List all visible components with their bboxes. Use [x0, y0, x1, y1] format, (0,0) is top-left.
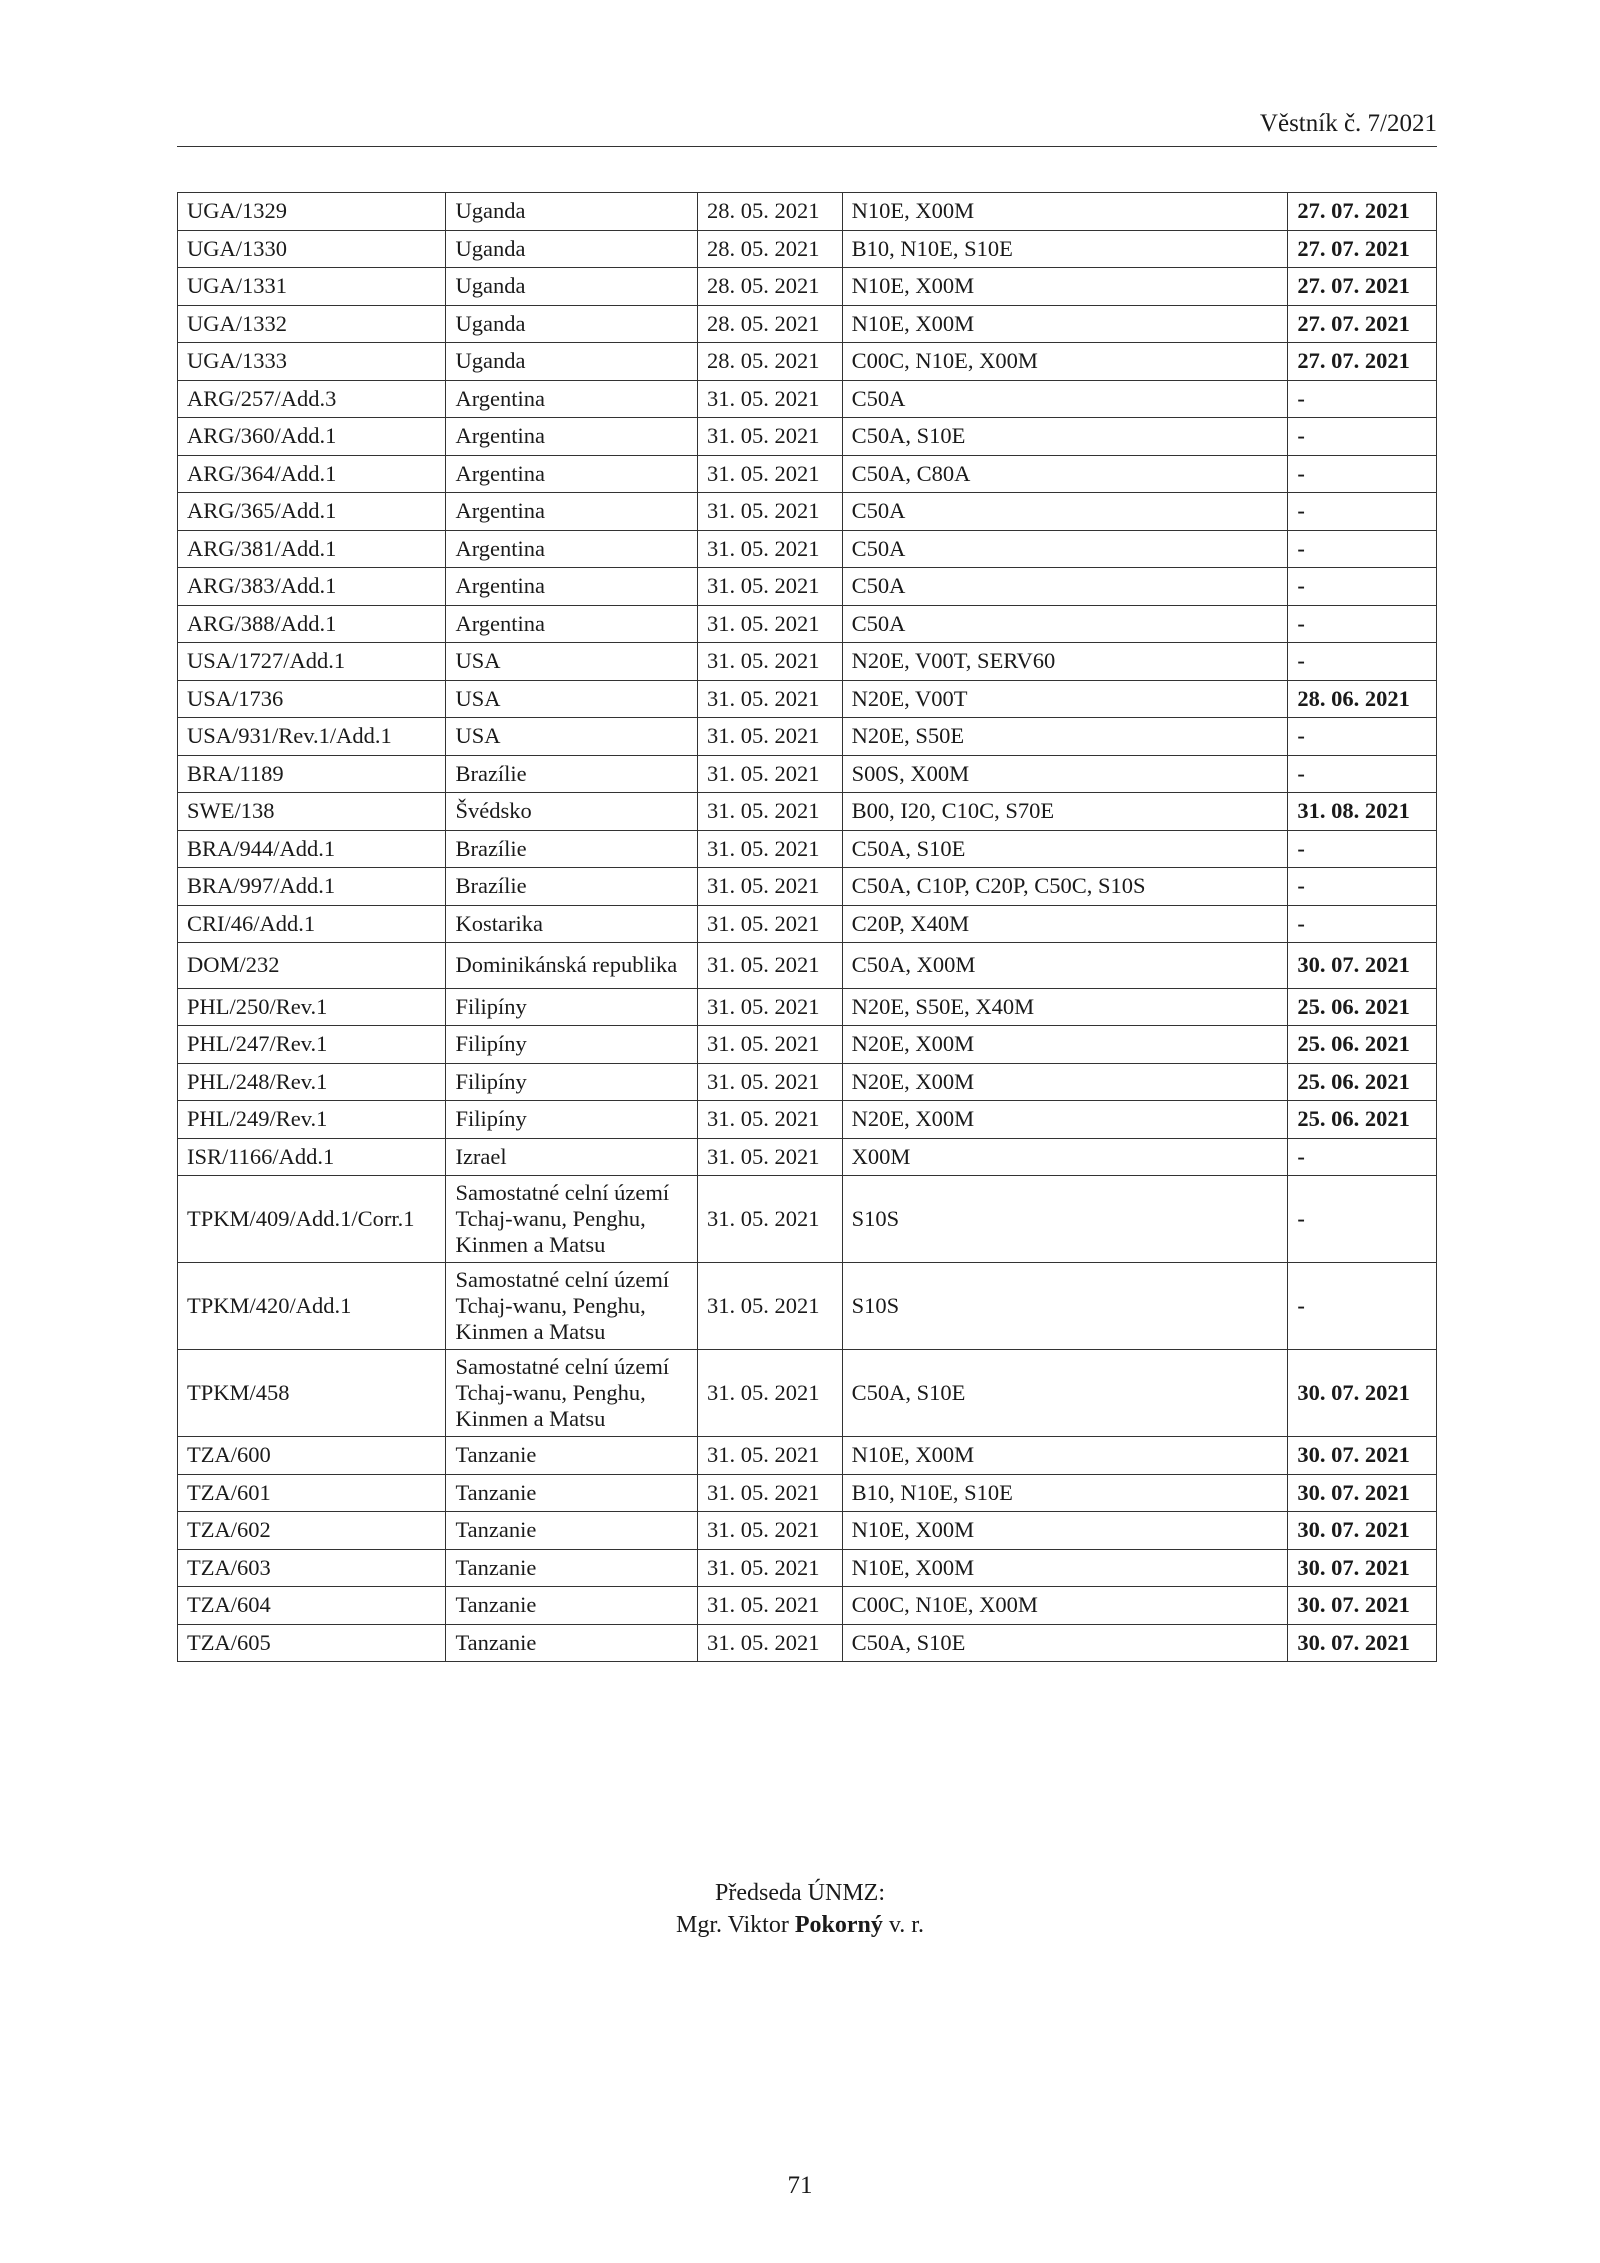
cell-date: 28. 05. 2021: [697, 268, 842, 306]
cell-date: 31. 05. 2021: [697, 1512, 842, 1550]
table-body: [178, 193, 1437, 1662]
cell-codes: C50A, X00M: [842, 943, 1288, 989]
cell-notification-number: TZA/601: [178, 1474, 446, 1512]
cell-date: 31. 05. 2021: [697, 1549, 842, 1587]
cell-deadline: -: [1288, 605, 1437, 643]
table-row: [178, 268, 1437, 306]
cell-date: 31. 05. 2021: [697, 1474, 842, 1512]
cell-notification-number: TZA/605: [178, 1624, 446, 1662]
cell-date: 31. 05. 2021: [697, 1350, 842, 1437]
cell-deadline: 31. 08. 2021: [1288, 793, 1437, 831]
table-row: [178, 305, 1437, 343]
cell-country: Samostatné celní území Tchaj-wanu, Penghu, Kinmen a Matsu: [446, 1350, 698, 1437]
cell-country: Švédsko: [446, 793, 698, 831]
cell-notification-number: BRA/1189: [178, 755, 446, 793]
cell-notification-number: SWE/138: [178, 793, 446, 831]
cell-country: Tanzanie: [446, 1437, 698, 1475]
cell-codes: C50A: [842, 605, 1288, 643]
cell-deadline: -: [1288, 905, 1437, 943]
cell-notification-number: UGA/1331: [178, 268, 446, 306]
cell-notification-number: UGA/1330: [178, 230, 446, 268]
table-row: [178, 793, 1437, 831]
signature-surname: Pokorný: [794, 1912, 883, 1938]
cell-codes: N20E, S50E, X40M: [842, 988, 1288, 1026]
cell-codes: C50A, S10E: [842, 830, 1288, 868]
cell-deadline: 30. 07. 2021: [1288, 1350, 1437, 1437]
cell-deadline: 30. 07. 2021: [1288, 1437, 1437, 1475]
cell-deadline: 30. 07. 2021: [1288, 1474, 1437, 1512]
cell-notification-number: CRI/46/Add.1: [178, 905, 446, 943]
cell-date: 31. 05. 2021: [697, 493, 842, 531]
cell-date: 31. 05. 2021: [697, 1176, 842, 1263]
table-row: [178, 1350, 1437, 1437]
cell-deadline: -: [1288, 418, 1437, 456]
table-row: [178, 680, 1437, 718]
cell-codes: C50A, S10E: [842, 1350, 1288, 1437]
cell-country: Kostarika: [446, 905, 698, 943]
cell-codes: C50A: [842, 493, 1288, 531]
cell-country: Uganda: [446, 343, 698, 381]
cell-deadline: -: [1288, 830, 1437, 868]
table-row: [178, 380, 1437, 418]
table-row: [178, 343, 1437, 381]
notifications-table: [177, 192, 1437, 1662]
cell-date: 31. 05. 2021: [697, 905, 842, 943]
cell-codes: C50A, C80A: [842, 455, 1288, 493]
cell-notification-number: USA/1736: [178, 680, 446, 718]
cell-notification-number: ISR/1166/Add.1: [178, 1138, 446, 1176]
cell-codes: C50A: [842, 380, 1288, 418]
cell-notification-number: TZA/603: [178, 1549, 446, 1587]
cell-date: 31. 05. 2021: [697, 988, 842, 1026]
cell-codes: N10E, X00M: [842, 1437, 1288, 1475]
table-row: [178, 455, 1437, 493]
signature-suffix: v. r.: [882, 1912, 924, 1938]
cell-date: 31. 05. 2021: [697, 568, 842, 606]
cell-notification-number: TPKM/409/Add.1/Corr.1: [178, 1176, 446, 1263]
cell-deadline: 25. 06. 2021: [1288, 988, 1437, 1026]
cell-country: Brazílie: [446, 868, 698, 906]
cell-notification-number: BRA/997/Add.1: [178, 868, 446, 906]
cell-codes: C50A: [842, 568, 1288, 606]
cell-deadline: 27. 07. 2021: [1288, 268, 1437, 306]
cell-deadline: 30. 07. 2021: [1288, 943, 1437, 989]
cell-date: 28. 05. 2021: [697, 305, 842, 343]
table-row: [178, 493, 1437, 531]
cell-notification-number: PHL/248/Rev.1: [178, 1063, 446, 1101]
cell-codes: B00, I20, C10C, S70E: [842, 793, 1288, 831]
cell-codes: S10S: [842, 1263, 1288, 1350]
cell-deadline: -: [1288, 868, 1437, 906]
table-row: [178, 230, 1437, 268]
cell-notification-number: TZA/600: [178, 1437, 446, 1475]
cell-date: 28. 05. 2021: [697, 193, 842, 231]
cell-codes: C00C, N10E, X00M: [842, 1587, 1288, 1625]
table-row: [178, 1138, 1437, 1176]
cell-country: Brazílie: [446, 755, 698, 793]
cell-date: 31. 05. 2021: [697, 1101, 842, 1139]
cell-date: 31. 05. 2021: [697, 1063, 842, 1101]
cell-deadline: -: [1288, 643, 1437, 681]
cell-date: 31. 05. 2021: [697, 380, 842, 418]
cell-codes: N10E, X00M: [842, 305, 1288, 343]
cell-date: 31. 05. 2021: [697, 755, 842, 793]
cell-deadline: 27. 07. 2021: [1288, 305, 1437, 343]
cell-notification-number: ARG/365/Add.1: [178, 493, 446, 531]
cell-date: 31. 05. 2021: [697, 793, 842, 831]
cell-notification-number: PHL/249/Rev.1: [178, 1101, 446, 1139]
cell-deadline: -: [1288, 380, 1437, 418]
table-row: [178, 943, 1437, 989]
cell-notification-number: UGA/1333: [178, 343, 446, 381]
cell-codes: S10S: [842, 1176, 1288, 1263]
signature-name-prefix: Mgr. Viktor: [676, 1912, 795, 1938]
cell-notification-number: TZA/604: [178, 1587, 446, 1625]
cell-date: 31. 05. 2021: [697, 1624, 842, 1662]
table-row: [178, 193, 1437, 231]
cell-deadline: -: [1288, 1263, 1437, 1350]
table-row: [178, 755, 1437, 793]
cell-deadline: -: [1288, 530, 1437, 568]
table-row: [178, 1176, 1437, 1263]
cell-country: Samostatné celní území Tchaj-wanu, Penghu, Kinmen a Matsu: [446, 1176, 698, 1263]
cell-notification-number: UGA/1329: [178, 193, 446, 231]
cell-deadline: -: [1288, 718, 1437, 756]
cell-country: Argentina: [446, 568, 698, 606]
cell-notification-number: PHL/250/Rev.1: [178, 988, 446, 1026]
cell-notification-number: ARG/360/Add.1: [178, 418, 446, 456]
cell-country: Uganda: [446, 193, 698, 231]
cell-country: Tanzanie: [446, 1549, 698, 1587]
table-row: [178, 1624, 1437, 1662]
cell-codes: B10, N10E, S10E: [842, 230, 1288, 268]
cell-deadline: -: [1288, 493, 1437, 531]
cell-notification-number: ARG/381/Add.1: [178, 530, 446, 568]
table-row: [178, 718, 1437, 756]
cell-country: Brazílie: [446, 830, 698, 868]
cell-deadline: 25. 06. 2021: [1288, 1063, 1437, 1101]
cell-country: USA: [446, 718, 698, 756]
cell-deadline: 28. 06. 2021: [1288, 680, 1437, 718]
cell-country: Tanzanie: [446, 1512, 698, 1550]
cell-date: 31. 05. 2021: [697, 943, 842, 989]
cell-codes: C50A, S10E: [842, 1624, 1288, 1662]
cell-deadline: 27. 07. 2021: [1288, 230, 1437, 268]
cell-deadline: -: [1288, 1176, 1437, 1263]
cell-codes: N10E, X00M: [842, 268, 1288, 306]
table-row: [178, 1026, 1437, 1064]
cell-date: 28. 05. 2021: [697, 230, 842, 268]
cell-deadline: 27. 07. 2021: [1288, 193, 1437, 231]
cell-codes: X00M: [842, 1138, 1288, 1176]
cell-codes: N10E, X00M: [842, 1549, 1288, 1587]
cell-country: USA: [446, 680, 698, 718]
cell-codes: C50A, C10P, C20P, C50C, S10S: [842, 868, 1288, 906]
cell-notification-number: TPKM/458: [178, 1350, 446, 1437]
cell-date: 31. 05. 2021: [697, 868, 842, 906]
table-row: [178, 868, 1437, 906]
cell-country: Filipíny: [446, 1101, 698, 1139]
cell-country: Argentina: [446, 380, 698, 418]
signature-role: Předseda ÚNMZ:: [715, 1880, 885, 1906]
cell-codes: N10E, X00M: [842, 1512, 1288, 1550]
cell-deadline: 25. 06. 2021: [1288, 1026, 1437, 1064]
cell-codes: C20P, X40M: [842, 905, 1288, 943]
cell-country: Uganda: [446, 268, 698, 306]
table-row: [178, 1549, 1437, 1587]
cell-country: Uganda: [446, 230, 698, 268]
cell-date: 31. 05. 2021: [697, 1263, 842, 1350]
cell-country: Argentina: [446, 418, 698, 456]
cell-notification-number: USA/1727/Add.1: [178, 643, 446, 681]
cell-codes: N20E, X00M: [842, 1026, 1288, 1064]
table-row: [178, 568, 1437, 606]
signature-name: [0, 1912, 1600, 1939]
cell-notification-number: TPKM/420/Add.1: [178, 1263, 446, 1350]
cell-codes: S00S, X00M: [842, 755, 1288, 793]
cell-codes: C50A: [842, 530, 1288, 568]
cell-codes: N10E, X00M: [842, 193, 1288, 231]
cell-date: 31. 05. 2021: [697, 718, 842, 756]
cell-codes: N20E, V00T: [842, 680, 1288, 718]
cell-date: 28. 05. 2021: [697, 343, 842, 381]
cell-deadline: 30. 07. 2021: [1288, 1549, 1437, 1587]
cell-date: 31. 05. 2021: [697, 643, 842, 681]
cell-deadline: 30. 07. 2021: [1288, 1624, 1437, 1662]
cell-country: Filipíny: [446, 988, 698, 1026]
table-row: [178, 1101, 1437, 1139]
cell-date: 31. 05. 2021: [697, 1587, 842, 1625]
table-row: [178, 1263, 1437, 1350]
cell-date: 31. 05. 2021: [697, 605, 842, 643]
table-row: [178, 1437, 1437, 1475]
cell-notification-number: ARG/364/Add.1: [178, 455, 446, 493]
cell-date: 31. 05. 2021: [697, 1138, 842, 1176]
table-row: [178, 1587, 1437, 1625]
cell-date: 31. 05. 2021: [697, 418, 842, 456]
cell-country: Izrael: [446, 1138, 698, 1176]
cell-codes: N20E, S50E: [842, 718, 1288, 756]
cell-country: Samostatné celní území Tchaj-wanu, Penghu, Kinmen a Matsu: [446, 1263, 698, 1350]
bulletin-title: Věstník č. 7/2021: [1259, 110, 1437, 137]
cell-deadline: 27. 07. 2021: [1288, 343, 1437, 381]
cell-date: 31. 05. 2021: [697, 530, 842, 568]
table-row: [178, 830, 1437, 868]
cell-notification-number: BRA/944/Add.1: [178, 830, 446, 868]
cell-codes: N20E, V00T, SERV60: [842, 643, 1288, 681]
cell-deadline: -: [1288, 755, 1437, 793]
cell-country: Filipíny: [446, 1026, 698, 1064]
table-row: [178, 418, 1437, 456]
cell-notification-number: PHL/247/Rev.1: [178, 1026, 446, 1064]
cell-notification-number: TZA/602: [178, 1512, 446, 1550]
cell-deadline: 25. 06. 2021: [1288, 1101, 1437, 1139]
page-header: [177, 110, 1437, 147]
cell-date: 31. 05. 2021: [697, 1026, 842, 1064]
table-row: [178, 1063, 1437, 1101]
cell-codes: N20E, X00M: [842, 1101, 1288, 1139]
table-row: [178, 605, 1437, 643]
cell-notification-number: USA/931/Rev.1/Add.1: [178, 718, 446, 756]
cell-deadline: -: [1288, 568, 1437, 606]
cell-country: Uganda: [446, 305, 698, 343]
table-row: [178, 643, 1437, 681]
cell-country: Argentina: [446, 493, 698, 531]
cell-country: Tanzanie: [446, 1587, 698, 1625]
cell-notification-number: ARG/257/Add.3: [178, 380, 446, 418]
cell-notification-number: DOM/232: [178, 943, 446, 989]
cell-country: Tanzanie: [446, 1474, 698, 1512]
cell-notification-number: ARG/388/Add.1: [178, 605, 446, 643]
cell-notification-number: UGA/1332: [178, 305, 446, 343]
cell-deadline: 30. 07. 2021: [1288, 1587, 1437, 1625]
cell-country: USA: [446, 643, 698, 681]
cell-codes: B10, N10E, S10E: [842, 1474, 1288, 1512]
cell-codes: N20E, X00M: [842, 1063, 1288, 1101]
cell-date: 31. 05. 2021: [697, 455, 842, 493]
table-row: [178, 1512, 1437, 1550]
cell-date: 31. 05. 2021: [697, 680, 842, 718]
cell-notification-number: ARG/383/Add.1: [178, 568, 446, 606]
cell-country: Argentina: [446, 455, 698, 493]
cell-deadline: -: [1288, 1138, 1437, 1176]
cell-codes: C00C, N10E, X00M: [842, 343, 1288, 381]
cell-deadline: -: [1288, 455, 1437, 493]
cell-country: Dominikánská republika: [446, 943, 698, 989]
table-row: [178, 988, 1437, 1026]
table-row: [178, 1474, 1437, 1512]
cell-country: Argentina: [446, 605, 698, 643]
page-number: 71: [787, 2172, 813, 2199]
cell-country: Argentina: [446, 530, 698, 568]
table-row: [178, 530, 1437, 568]
cell-date: 31. 05. 2021: [697, 1437, 842, 1475]
cell-deadline: 30. 07. 2021: [1288, 1512, 1437, 1550]
cell-country: Tanzanie: [446, 1624, 698, 1662]
cell-country: Filipíny: [446, 1063, 698, 1101]
cell-date: 31. 05. 2021: [697, 830, 842, 868]
cell-codes: C50A, S10E: [842, 418, 1288, 456]
table-row: [178, 905, 1437, 943]
